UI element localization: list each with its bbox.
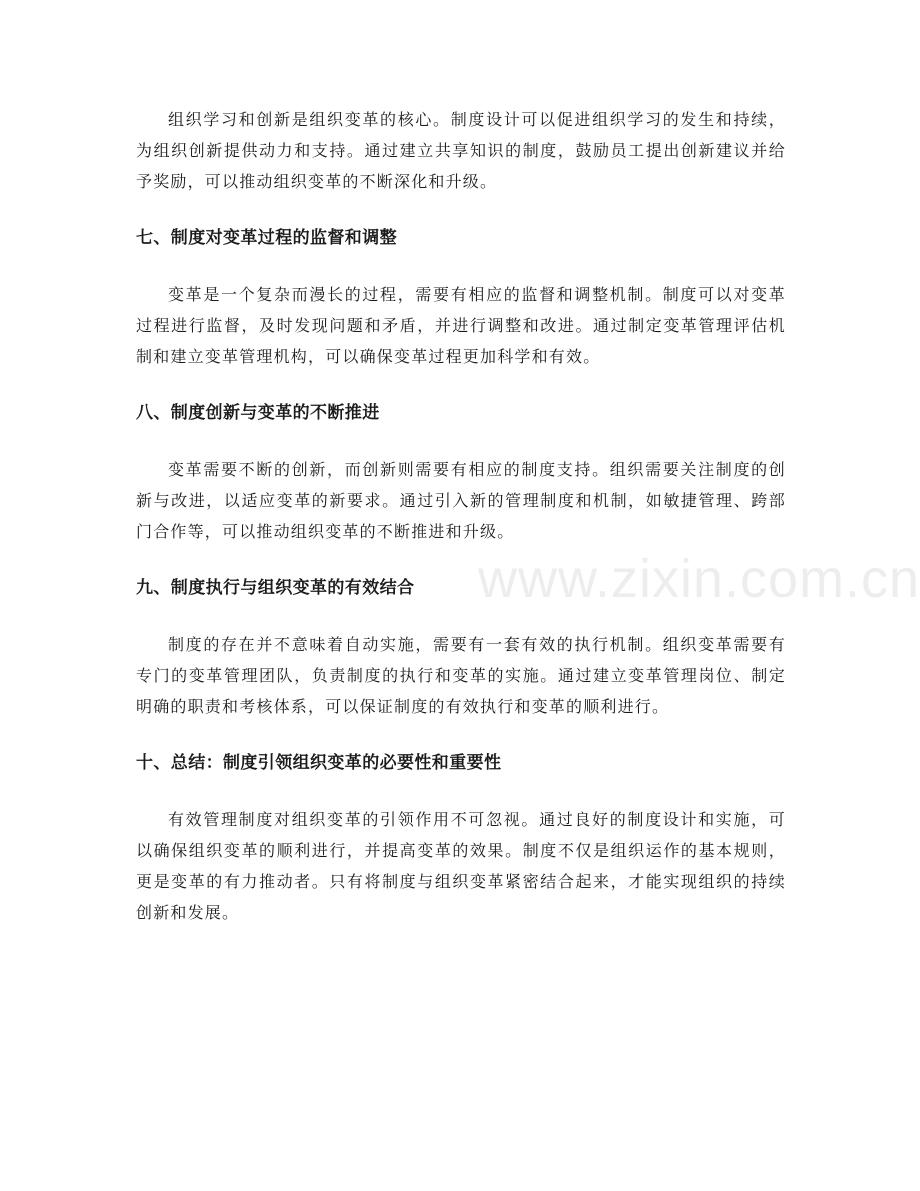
section-body-9: 制度的存在并不意味着自动实施，需要有一套有效的执行机制。组织变革需要有专门的变革管理团队，负责制度的执行和变革的实施。通过建立变革管理岗位、制定明确的职责和考核体系，可以保证制度的有效执行和变革的顺利进行。	[136, 635, 786, 716]
section-heading-9: 九、制度执行与组织变革的有效结合	[136, 578, 415, 598]
section-heading-7: 七、制度对变革过程的监督和调整	[136, 228, 397, 248]
watermark-text: www.zixin.com.cn	[478, 549, 920, 609]
section-body-10: 有效管理制度对组织变革的引领作用不可忽视。通过良好的制度设计和实施，可以确保组织变革的顺利进行，并提高变革的效果。制度不仅是组织运作的基本规则，更是变革的有力推动者。只有将制度与组织变革紧密结合起来，才能实现组织的持续创新和发展。	[136, 810, 786, 922]
section-body-7: 变革是一个复杂而漫长的过程，需要有相应的监督和调整机制。制度可以对变革过程进行监督，及时发现问题和矛盾，并进行调整和改进。通过制定变革管理评估机制和建立变革管理机构，可以确保变革过程更加科学和有效。	[136, 285, 786, 366]
section-heading-10: 十、总结：制度引领组织变革的必要性和重要性	[136, 753, 502, 773]
document-content	[136, 104, 786, 928]
intro-paragraph: 组织学习和创新是组织变革的核心。制度设计可以促进组织学习的发生和持续，为组织创新提供动力和支持。通过建立共享知识的制度，鼓励员工提出创新建议并给予奖励，可以推动组织变革的不断深化和升级。	[136, 110, 786, 191]
section-body-8: 变革需要不断的创新，而创新则需要有相应的制度支持。组织需要关注制度的创新与改进，以适应变革的新要求。通过引入新的管理制度和机制，如敏捷管理、跨部门合作等，可以推动组织变革的不断推进和升级。	[136, 460, 786, 541]
section-heading-8: 八、制度创新与变革的不断推进	[136, 403, 380, 423]
